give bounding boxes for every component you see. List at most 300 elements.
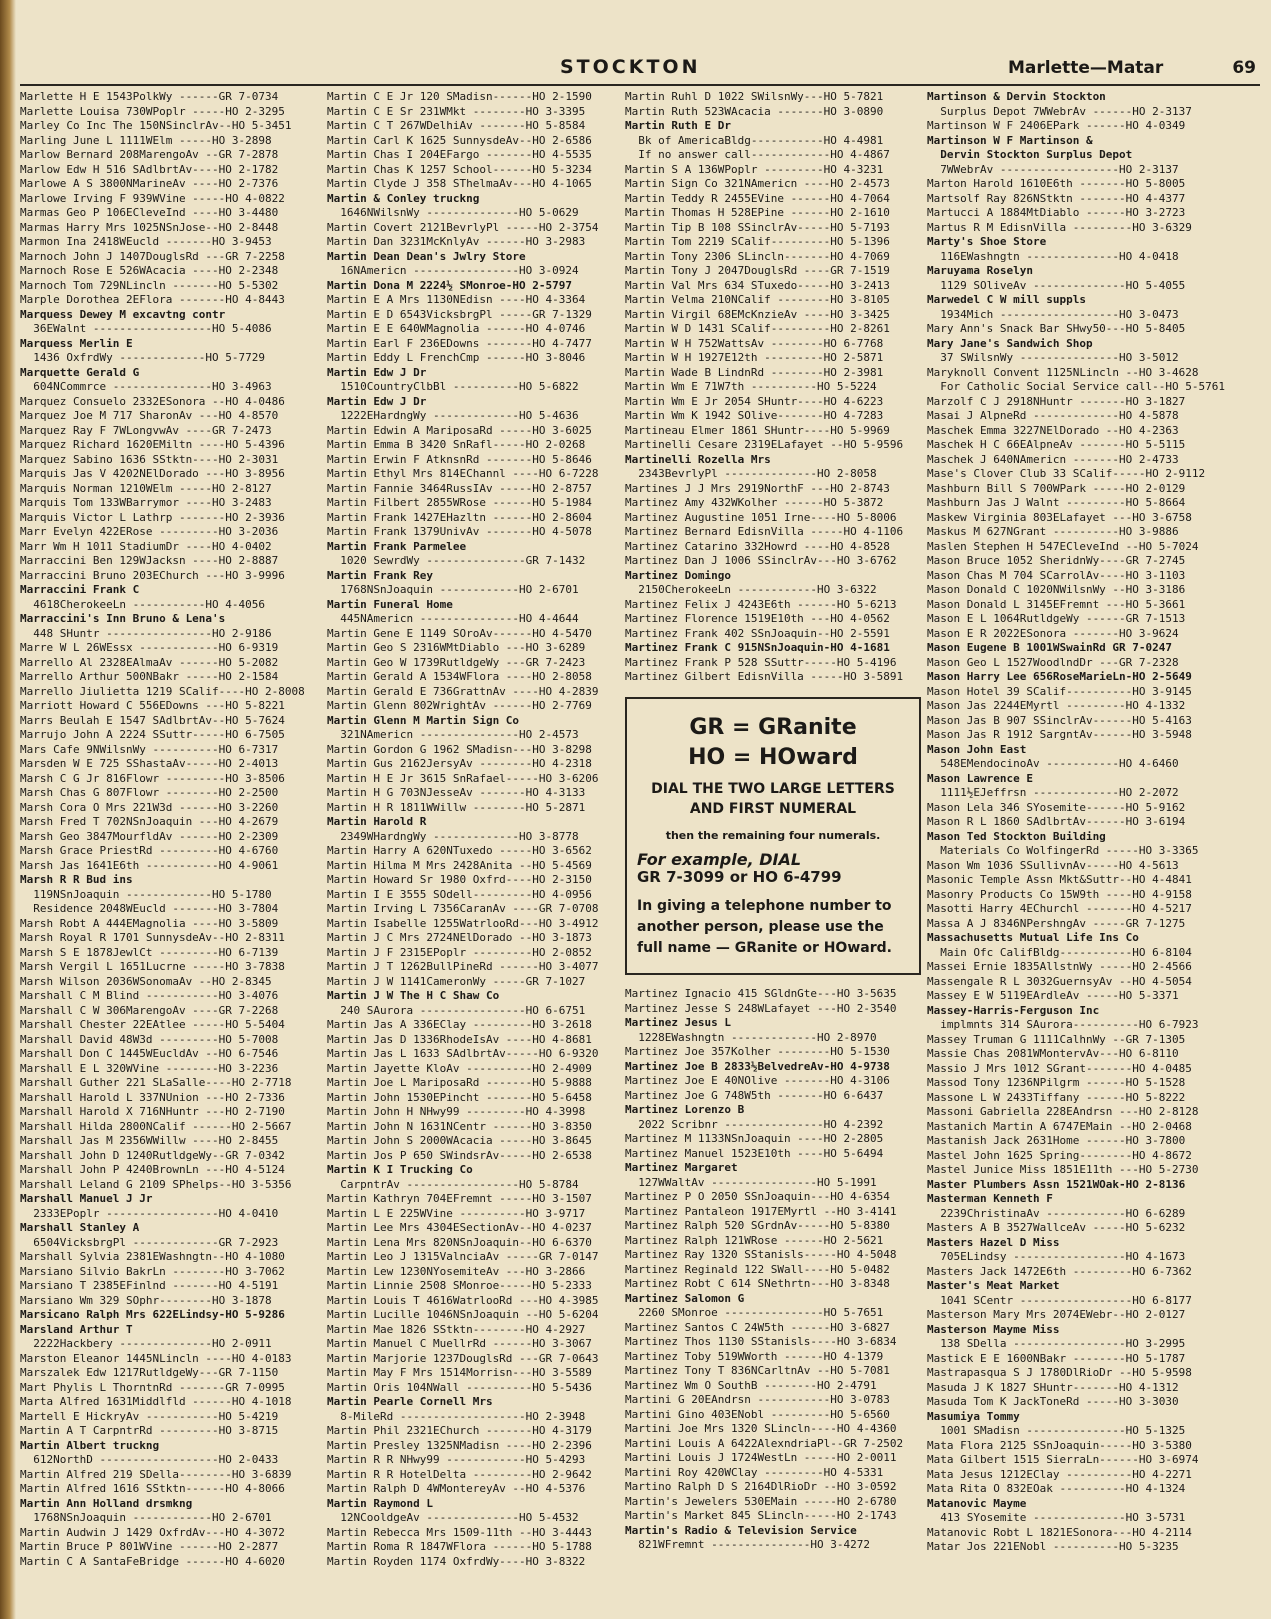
- listing-entry: Martinez Margaret: [625, 1161, 738, 1174]
- listing-entry: Martin H R 1811WWillw --------HO 5-2871: [327, 800, 586, 814]
- listing-entry: Maruyama Roselyn: [927, 264, 1033, 277]
- listing-entry: 2222Hackbery --------------HO 2-0911: [20, 1337, 272, 1350]
- listing-entry: Mason Chas M 704 SCarrolAv----HO 3-1103: [927, 568, 1186, 582]
- listing-entry: Marquez Sabino 1636 SStktn----HO 2-3031: [20, 452, 279, 466]
- listing-entry: Martinez Florence 1519E10th ---HO 4-0562: [625, 612, 890, 625]
- listing-entry: Massey E W 5119EArdleAv -----HO 5-3371: [927, 989, 1179, 1002]
- listing-entry: Marmas Geo P 106ECleveInd ----HO 3-4480: [20, 206, 279, 219]
- listing-entry: Marlow Bernard 208MarengoAv --GR 7-2878: [20, 148, 279, 161]
- listing-entry: 612NorthD ------------------HO 2-0433: [20, 1453, 279, 1466]
- listing-entry: Materials Co WolfingerRd -----HO 3-3365: [927, 844, 1199, 857]
- listing-entry: Matanovic Robt L 1821ESonora---HO 4-2114: [927, 1525, 1192, 1539]
- listing-entry: 1129 SOliveAv --------------HO 5-4055: [927, 278, 1186, 292]
- listing-entry: Martin Dan 3231McKnlyAv ------HO 3-2983: [327, 235, 586, 248]
- listing-entry: CarpntrAv -----------------HO 5-8784: [327, 1177, 579, 1191]
- notice-example-numbers: GR 7-3099 or HO 6-4799: [637, 867, 842, 886]
- listing-entry: 1436 OxfrdWy -------------HO 5-7729: [20, 351, 266, 364]
- listing-entry: Martin E D 6543VicksbrgPl -----GR 7-1329: [327, 307, 592, 321]
- listing-entry: Martin Wade B LindnRd --------HO 2-3981: [625, 365, 884, 379]
- listing-entry: Maskus M 627NGrant ----------HO 3-9886: [927, 525, 1179, 538]
- listing-entry: Marrujo John A 2224 SSuttr-----HO 6-7505: [20, 728, 285, 741]
- listing-entry: Martin H G 703NJesseAv -------HO 4-3133: [327, 786, 586, 799]
- listing-entry: 548EMendocinoAv -----------HO 4-6460: [927, 757, 1179, 770]
- listing-entry: Masonic Temple Assn Mkt&Suttr--HO 4-4841: [927, 873, 1192, 886]
- listing-entry: Martin Wm K 1942 SOlive-------HO 4-7283: [625, 409, 884, 422]
- listing-entry: Marsland Arthur T: [20, 1322, 133, 1336]
- listing-entry: Martin John H NHwy99 ---------HO 4-3998: [327, 1105, 586, 1118]
- listing-entry: Martin Ann Holland drsmkng: [20, 1496, 193, 1510]
- listing-entry: Martin Irving L 7356CaranAv ----GR 7-0708: [327, 902, 599, 915]
- listing-entry: Martin Virgil 68EMcKnzieAv ----HO 3-3425: [625, 307, 890, 321]
- listing-entry: Martinez Dan J 1006 SSinclrAv---HO 3-6762: [625, 554, 897, 567]
- notice-advice: In giving a telephone number to another person, please use the full name — GRanite or HOward.: [637, 898, 892, 956]
- listing-entry: Masterman Kenneth F: [927, 1192, 1053, 1205]
- name-range-heading: Marlette—Matar: [1008, 58, 1164, 78]
- listing-entry: Martin Emma B 3420 SnRafl-----HO 2-0268: [327, 438, 586, 451]
- listing-entry: Martin Teddy R 2455EVine ------HO 4-7064: [625, 191, 890, 205]
- listing-entry: Marquez Consuelo 2332ESonora --HO 4-0486: [20, 394, 285, 408]
- listing-entry: Martin Gus 2162JersyAv --------HO 4-2318: [327, 757, 592, 770]
- listing-entry: Martinez Tony T 836NCarltnAv --HO 5-7081: [625, 1364, 890, 1377]
- listing-entry: Martinez Robt C 614 SNethrtn---HO 3-8348: [625, 1277, 890, 1290]
- listing-entry: Massod Tony 1236NPilgrm ------HO 5-1528: [927, 1076, 1186, 1089]
- listing-column-1: [20, 90, 320, 1610]
- listing-entry: Martin W D 1431 SCalif---------HO 2-8261: [625, 322, 890, 335]
- listing-entry: Martin Jas L 1633 SAdlbrtAv-----HO 6-9320: [327, 1047, 599, 1060]
- listing-entry: Martini G 20EAndrsn -----------HO 3-0783: [625, 1393, 890, 1406]
- listing-entry: Marnoch John J 1407DouglsRd ---GR 7-2258: [20, 249, 285, 263]
- listing-entry: 1768NSnJoaquin ------------HO 2-6701: [327, 583, 579, 596]
- listing-entry: Mastrapasqua S J 1780DlRioDr --HO 5-9598: [927, 1366, 1192, 1379]
- listing-entry: 36EWalnt ------------------HO 5-4086: [20, 322, 272, 335]
- listing-entry: 321NAmericn ---------------HO 2-4573: [327, 728, 579, 741]
- listing-entry: Martin J C Mrs 2724NElDorado --HO 3-1873: [327, 931, 592, 944]
- listing-entry: Martin K I Trucking Co: [327, 1163, 473, 1176]
- listing-entry: 2150CherokeeLn ------------HO 3-6322: [625, 583, 877, 596]
- listing-entry: Martin W H 752WattsAv --------HO 6-7768: [625, 336, 884, 350]
- listing-entry: Marrello Arthur 500NBakr -----HO 2-1584: [20, 670, 279, 683]
- listing-entry: Martin Rebecca Mrs 1509-11th --HO 3-4443: [327, 1525, 592, 1539]
- listing-entry: Marquis Tom 133WBarrymor ----HO 3-2483: [20, 496, 272, 509]
- listing-entry: Marr Evelyn 422ERose ---------HO 3-2036: [20, 525, 279, 538]
- listing-entry: 37 SWilsnWy ---------------HO 3-5012: [927, 351, 1179, 364]
- listing-entry: Martinez Joe G 748W5th -------HO 6-6437: [625, 1088, 884, 1102]
- listing-entry: Martsolf Ray 826NStktn -------HO 4-4377: [927, 191, 1186, 205]
- listing-entry: Marta Alfred 1631Middlfld ------HO 4-1018: [20, 1395, 292, 1408]
- listing-entry: Mason E R 2022ESonora -------HO 3-9624: [927, 626, 1179, 640]
- listing-entry: 1510CountryClbBl ----------HO 5-6822: [327, 380, 579, 393]
- listing-column-3: [625, 90, 925, 1610]
- listing-entry: Marraccini Bruno 203EChurch ---HO 3-9996: [20, 568, 285, 582]
- notice-remaining: then the remaining four numerals.: [665, 828, 881, 842]
- listing-entry: Marshall Sylvia 2381EWashngtn--HO 4-1080: [20, 1250, 285, 1263]
- listing-entry: Martin Hilma M Mrs 2428Anita --HO 5-4569: [327, 858, 592, 872]
- listing-entry: Martinez Frank C 915NSnJoaquin-HO 4-1681: [625, 641, 890, 654]
- listing-entry: Martin Joe L MariposaRd -------HO 5-9888: [327, 1076, 592, 1089]
- listing-entry: Masterson Mary Mrs 2074EWebr--HO 2-0127: [927, 1308, 1186, 1321]
- listing-entry: Martinez Domingo: [625, 568, 731, 582]
- listing-entry: Marsh Wilson 2036WSonomaAv --HO 2-8345: [20, 974, 272, 988]
- listing-entry: 821WFremnt ---------------HO 3-4272: [625, 1538, 871, 1551]
- listing-entry: Maslen Stephen H 547ECleveInd --HO 5-7024: [927, 539, 1199, 553]
- listing-entry: Martin Lucille 1046NSnJoaquin --HO 5-6204: [327, 1308, 599, 1321]
- listing-entry: Martin Pearle Cornell Mrs: [327, 1395, 493, 1408]
- notice-dial-instruction: DIAL THE TWO LARGE LETTERS AND FIRST NUMERAL: [651, 780, 895, 817]
- listing-entry: Martin Earl F 236EDowns -------HO 4-7477: [327, 336, 592, 350]
- listing-entry: Maschek H C 66EAlpneAv -------HO 5-5115: [927, 438, 1186, 451]
- listing-entry: Martin Gene E 1149 SOroAv------HO 4-5470: [327, 626, 592, 640]
- listing-entry: Martines J J Mrs 2919NorthF ---HO 2-8743: [625, 481, 890, 495]
- listing-entry: Martin Phil 2321EChurch -------HO 4-3179: [327, 1424, 592, 1437]
- listing-entry: Martin Tony J 2047DouglsRd ----GR 7-1519: [625, 264, 890, 277]
- listing-entry: Martin Gerald E 736GrattnAv ----HO 4-2839: [327, 684, 599, 698]
- listing-entry: 1001 SMadisn ---------------HO 5-1325: [927, 1424, 1186, 1437]
- listing-entry: Martin Fannie 3464RussIAv -----HO 2-8757: [327, 481, 592, 495]
- listing-entry: Marquis Norman 1210WElm -----HO 2-8127: [20, 481, 272, 495]
- listing-entry: Marlowe Irving F 939WVine -----HO 4-0822: [20, 191, 285, 205]
- listing-entry: Massei Ernie 1835AllstnWy -----HO 2-4566: [927, 960, 1192, 973]
- listing-entry: Marty's Shoe Store: [927, 235, 1047, 248]
- listing-entry: Mashburn Jas J Walnt ---------HO 5-8664: [927, 496, 1186, 509]
- listing-entry: Martin Tom 2219 SCalif---------HO 5-1396: [625, 235, 890, 248]
- listing-entry: Martinez Ignacio 415 SGldnGte---HO 3-5635: [625, 987, 897, 1000]
- listing-entry: Martin I E 3555 SOdell---------HO 4-0956: [327, 887, 592, 901]
- listing-entry: Martin Frank Parmelee: [327, 539, 467, 553]
- listing-entry: 127WWaltAv ----------------HO 5-1991: [625, 1175, 877, 1189]
- listing-entry: Martin Harold R: [327, 815, 427, 828]
- listing-entry: Marston Eleanor 1445NLincln ----HO 4-0183: [20, 1351, 292, 1365]
- listing-entry: Martinez Lorenzo B: [625, 1103, 745, 1116]
- listing-entry: Marquette Gerald G: [20, 365, 140, 379]
- listing-entry: Martin Chas I 204EFargo -------HO 4-5535: [327, 148, 592, 161]
- listing-entry: Marling June L 1111WElm -----HO 3-2898: [20, 133, 272, 147]
- listing-entry: 1222EHardngWy -------------HO 5-4636: [327, 409, 579, 422]
- listing-entry: Mastanish Jack 2631Home ------HO 3-7800: [927, 1134, 1186, 1147]
- listing-entry: Marley Co Inc The 150NSinclrAv--HO 5-3451: [20, 119, 292, 132]
- listing-entry: Martin Howard Sr 1980 Oxfrd----HO 2-3150: [327, 873, 592, 886]
- listing-entry: Martin Frank Rey: [327, 568, 433, 582]
- listing-entry: Martin Isabelle 1255WatrlooRd---HO 3-4912: [327, 916, 599, 930]
- listing-entry: Martin Glenn M Martin Sign Co: [327, 713, 520, 727]
- listing-entry: Martin Funeral Home: [327, 597, 453, 611]
- listing-entry: Martin Bruce P 801WVine ------HO 2-2877: [20, 1540, 279, 1553]
- listing-entry: Marr Wm H 1011 StadiumDr ----HO 4-0402: [20, 539, 272, 553]
- listing-entry: Marple Dorothea 2EFlora -------HO 4-8443: [20, 293, 285, 306]
- listing-entry: 2343BevrlyPl --------------HO 2-8058: [625, 467, 877, 480]
- listing-column-2: [327, 90, 627, 1610]
- listing-entry: Martin Sign Co 321NAmericn ----HO 2-4573: [625, 177, 890, 190]
- listing-entry: Mason Lela 346 SYosemite------HO 5-9162: [927, 800, 1186, 814]
- listing-entry: Marmas Harry Mrs 1025NSnJose--HO 2-8448: [20, 220, 279, 234]
- listing-entry: Bk of AmericaBldg-----------HO 4-4981: [625, 133, 884, 147]
- listing-entry: Martin Tony 2306 SLincln-------HO 4-7069: [625, 249, 890, 263]
- listing-entry: Martin Gerald A 1534WFlora ----HO 2-8058: [327, 670, 592, 683]
- listing-entry: Martinelli Rozella Mrs: [625, 452, 771, 466]
- listing-entry: Martin Marjorie 1237DouglsRd ---GR 7-0643: [327, 1351, 599, 1365]
- listing-entry: Martinez Santos C 24W5th ------HO 3-6827: [625, 1320, 890, 1334]
- listing-entry: Martus R M EdisnVilla ---------HO 3-6329: [927, 220, 1192, 234]
- listing-entry: Marshall David 48W3d ---------HO 5-7008: [20, 1032, 279, 1046]
- listing-entry: Masters A B 3527WallceAv -----HO 5-6232: [927, 1221, 1186, 1234]
- listing-entry: Martin & Conley truckng: [327, 191, 480, 205]
- listing-entry: Martin Clyde J 358 SThelmaAv---HO 4-1065: [327, 177, 592, 190]
- listing-entry: Masterson Mayme Miss: [927, 1322, 1060, 1336]
- listing-entry: Mason Jas R 1912 SargntAv------HO 3-5948: [927, 728, 1192, 741]
- listing-entry: 16NAmericn ----------------HO 3-0924: [327, 264, 579, 277]
- listing-entry: Mashburn Bill S 700WPark -----HO 2-0129: [927, 481, 1186, 495]
- listing-entry: Mata Jesus 1212EClay ----------HO 4-2271: [927, 1467, 1192, 1481]
- listing-entry: Martin Lena Mrs 820NSnJoaquin--HO 6-6370: [327, 1235, 592, 1249]
- listing-entry: Main Ofc CalifBldg-----------HO 6-8104: [927, 945, 1192, 959]
- listing-entry: 12NCooldgeAv --------------HO 5-4532: [327, 1511, 579, 1524]
- listing-entry: Martini Gino 403ENobl ---------HO 5-6560: [625, 1407, 890, 1421]
- listing-entry: 119NSnJoaquin -------------HO 5-1780: [20, 887, 272, 901]
- listing-entry: Martin Carl K 1625 SunnysdeAv--HO 2-6586: [327, 133, 592, 147]
- listing-entry: Dervin Stockton Surplus Depot: [927, 148, 1133, 161]
- listing-entry: Masumiya Tommy: [927, 1409, 1020, 1423]
- listing-entry: Maskew Virginia 803ELafayet ---HO 3-6758: [927, 510, 1192, 524]
- listing-entry: implmnts 314 SAurora----------HO 6-7923: [927, 1018, 1199, 1031]
- listing-entry: Marraccini Frank C: [20, 583, 140, 596]
- listing-entry: Mary Ann's Snack Bar SHwy50---HO 5-8405: [927, 322, 1186, 335]
- listing-entry: Residence 2048WEucld -------HO 3-7804: [20, 902, 279, 915]
- dialing-notice-box: [625, 697, 921, 976]
- listing-entry: Martell E HickryAv -----------HO 5-4219: [20, 1409, 279, 1423]
- listing-entry: Martin Gordon G 1962 SMadisn---HO 3-8298: [327, 742, 592, 756]
- page-header: [20, 52, 1260, 84]
- listing-entry: Martin Thomas H 528EPine ------HO 2-1610: [625, 206, 890, 219]
- listing-entry: Marsiano Silvio BakrLn --------HO 3-7062: [20, 1264, 285, 1278]
- listing-entry: Martinez Jesus L: [625, 1016, 731, 1029]
- listing-entry: Marlow Edw H 516 SAdlbrtAv----HO 2-1782: [20, 162, 279, 176]
- listing-entry: If no answer call------------HO 4-4867: [625, 148, 890, 161]
- listing-entry: Martin C T 267WDelhiAv -------HO 5-8584: [327, 119, 586, 132]
- listing-entry: Mastanich Martin A 6747EMain --HO 2-0468: [927, 1119, 1192, 1133]
- listing-entry: Martin Ruth E Dr: [625, 119, 731, 132]
- listing-entry: Marquis Jas V 4202NElDorado ---HO 3-8956: [20, 467, 285, 480]
- listing-entry: Martin W H 1927E12th ---------HO 2-5871: [625, 351, 884, 364]
- listing-entry: Martin Edw J Dr: [327, 394, 427, 408]
- listing-entry: Martin Tip B 108 SSinclrAv-----HO 5-7193: [625, 220, 890, 234]
- listing-entry: Martin S A 136WPoplr ---------HO 4-3231: [625, 162, 884, 176]
- listing-entry: Mata Gilbert 1515 SierraLn------HO 3-6974: [927, 1453, 1199, 1466]
- listing-entry: Martin C A SantaFeBridge ------HO 4-6020: [20, 1554, 285, 1568]
- listing-entry: Martin Covert 2121BevrlyPl -----HO 2-3754: [327, 220, 599, 234]
- listing-entry: Mase's Clover Club 33 SCalif-----HO 2-9112: [927, 467, 1206, 480]
- listing-entry: Martinez Toby 519WWorth ------HO 4-1379: [625, 1349, 884, 1363]
- listing-entry: Martin Albert truckng: [20, 1438, 160, 1452]
- listing-entry: Martin R R HotelDelta ---------HO 2-9642: [327, 1467, 592, 1481]
- listing-entry: Marnoch Rose E 526WAcacia ----HO 2-2348: [20, 264, 279, 277]
- listing-entry: Martin Roma R 1847WFlora ------HO 5-1788: [327, 1540, 592, 1553]
- listing-entry: Martin Geo S 2316WMtDiablo ---HO 3-6289: [327, 641, 586, 654]
- listing-entry: Martinez Ralph 121WRose ------HO 2-5621: [625, 1233, 884, 1247]
- listing-entry: Mason Donald L 3145EFremnt ---HO 5-3661: [927, 597, 1186, 611]
- listing-entry: Martinez M 1133NSnJoaquin ----HO 2-2805: [625, 1132, 884, 1145]
- listing-entry: Martin C E Jr 120 SMadisn------HO 2-1590: [327, 90, 592, 103]
- listing-entry: Marsh Chas G 807Flowr --------HO 2-2500: [20, 786, 279, 799]
- city-heading: STOCKTON: [560, 56, 701, 78]
- listing-entry: Martinez Thos 1130 SStanisls----HO 3-6834: [625, 1335, 897, 1348]
- listing-entry: Marraccini's Inn Bruno & Lena's: [20, 612, 226, 625]
- listing-entry: Martin R R NHwy99 ------------HO 5-4293: [327, 1453, 586, 1466]
- listing-entry: Mason Jas 2244EMyrtl ---------HO 4-1332: [927, 699, 1186, 712]
- listing-entry: 445NAmericn ---------------HO 4-4644: [327, 612, 579, 625]
- listing-entry: Marshall Leland G 2109 SPhelps--HO 3-5356: [20, 1177, 292, 1191]
- listing-entry: Marlette H E 1543PolkWy ------GR 7-0734: [20, 90, 279, 103]
- listing-entry: Massone L W 2433Tiffany ------HO 5-8222: [927, 1090, 1186, 1104]
- listing-entry: Mata Flora 2125 SSnJoaquin-----HO 3-5380: [927, 1438, 1192, 1452]
- listing-entry: Martin Jayette KloAv ----------HO 2-4909: [327, 1061, 592, 1075]
- listing-entry: Marquess Merlin E: [20, 336, 133, 350]
- listing-entry: Martinez Pantaleon 1917EMyrtl --HO 3-4141: [625, 1204, 897, 1218]
- listing-entry: Martin John 1530EPincht -------HO 5-6458: [327, 1090, 592, 1104]
- listing-entry: Masters Hazel D Miss: [927, 1235, 1060, 1249]
- listing-entry: Marquez Joe M 717 SharonAv ---HO 4-8570: [20, 409, 279, 422]
- listing-entry: Martin Jos P 650 SWindsrAv-----HO 2-6538: [327, 1148, 592, 1162]
- listing-entry: Massoni Gabriella 228EAndrsn ---HO 2-8128: [927, 1105, 1199, 1118]
- notice-granite: GR = GRanite: [689, 714, 857, 740]
- listing-entry: Martino Ralph D S 2164DlRioDr --HO 3-0592: [625, 1480, 897, 1493]
- listing-entry: 2333EPoplr -----------------HO 4-0410: [20, 1206, 279, 1220]
- listing-entry: Martinson W F Martinson &: [927, 133, 1093, 147]
- listing-entry: Martinez Amy 432WKolher ------HO 5-3872: [625, 496, 884, 509]
- listing-entry: Martin E A Mrs 1130NEdisn ----HO 4-3364: [327, 293, 586, 306]
- listing-entry: Marriott Howard C 556EDowns ---HO 5-8221: [20, 699, 285, 712]
- listing-entry: Martin Mae 1826 SStktn--------HO 4-2927: [327, 1322, 586, 1336]
- listing-entry: Martin Alfred 219 SDella--------HO 3-6839: [20, 1467, 292, 1481]
- listing-entry: Marshall Jas M 2356WWillw ----HO 2-8455: [20, 1134, 279, 1147]
- listing-entry: Mason John East: [927, 742, 1027, 756]
- listing-entry: Martin Geo W 1739RutldgeWy ---GR 7-2423: [327, 655, 586, 669]
- listing-entry: Marsiano Wm 329 SOphr--------HO 3-1878: [20, 1293, 272, 1307]
- listing-entry: Martinson W F 2406EPark ------HO 4-0349: [927, 119, 1186, 132]
- listing-entry: Martin Lee Mrs 4304ESectionAv--HO 4-0237: [327, 1221, 592, 1234]
- listing-entry: Marshall Don C 1445WEucldAv --HO 6-7546: [20, 1047, 279, 1060]
- listing-entry: Marshall C M Blind -----------HO 3-4076: [20, 989, 279, 1002]
- listing-entry: Marsicano Ralph Mrs 622ELindsy-HO 5-9286: [20, 1308, 285, 1321]
- listing-entry: 2349WHardngWy -------------HO 3-8778: [327, 829, 579, 843]
- listing-entry: Marshall Manuel J Jr: [20, 1192, 153, 1205]
- listing-entry: Martinez Catarino 332Howrd ----HO 4-8528: [625, 539, 890, 553]
- listing-entry: Mastel Junice Miss 1851E11th ---HO 5-2730: [927, 1163, 1199, 1176]
- listing-entry: Marsh Vergil L 1651Lucrne -----HO 3-7838: [20, 960, 285, 973]
- listing-entry: 1934Mich ------------------HO 3-0473: [927, 307, 1179, 321]
- listing-entry: 604NCommrce ---------------HO 3-4963: [20, 380, 272, 393]
- listing-entry: Mason Eugene B 1001WSwainRd GR 7-0247: [927, 641, 1173, 654]
- listing-entry: Maschek Emma 3227NElDorado --HO 4-2363: [927, 423, 1179, 437]
- listing-entry: 413 SYosemite --------------HO 3-5731: [927, 1511, 1186, 1524]
- listing-entry: Martinez Ralph 520 SGrdnAv-----HO 5-8380: [625, 1219, 890, 1232]
- listing-entry: Martinez Joe 357Kolher --------HO 5-1530: [625, 1045, 890, 1058]
- listing-entry: Martin John N 1631NCentr ------HO 3-8350: [327, 1119, 592, 1133]
- listing-entry: Martin John S 2000WAcacia -----HO 3-8645: [327, 1134, 592, 1147]
- listing-entry: Masuda Tom K JackToneRd -----HO 3-3030: [927, 1395, 1179, 1408]
- listing-entry: Martineau Elmer 1861 SHuntr----HO 5-9969: [625, 423, 890, 437]
- listing-entry: Martini Louis A 6422AlexndriaPl--GR 7-2502: [625, 1436, 904, 1450]
- listing-entry: 8-MileRd -------------------HO 2-3948: [327, 1409, 586, 1423]
- listing-entry: Mason Geo L 1527WoodlndDr ---GR 7-2328: [927, 655, 1179, 669]
- listing-entry: Martin Kathryn 704EFremnt -----HO 3-1507: [327, 1192, 592, 1205]
- listing-entry: Martini Joe Mrs 1320 SLincln----HO 4-4360: [625, 1422, 897, 1435]
- listing-entry: Martin Ruth 523WAcacia -------HO 3-0890: [625, 104, 884, 118]
- header-rule: [20, 84, 1260, 86]
- listing-entry: Surplus Depot 7WWebrAv ------HO 2-3137: [927, 104, 1192, 118]
- listing-entry: Mason R L 1860 SAdlbrtAv------HO 3-6194: [927, 815, 1186, 828]
- page-spine: [0, 0, 16, 1619]
- listing-entry: Marrello Jiulietta 1219 SCalif----HO 2-8008: [20, 684, 305, 698]
- listing-entry: Martin Edwin A MariposaRd -----HO 3-6025: [327, 423, 592, 437]
- listing-entry: Master's Meat Market: [927, 1279, 1060, 1292]
- listing-entry: Massey-Harris-Ferguson Inc: [927, 1003, 1100, 1017]
- listing-columns: [20, 90, 1260, 1610]
- listing-entry: Marsh Royal R 1701 SunnysdeAv--HO 2-8311: [20, 931, 285, 944]
- listing-entry: Marshall Guther 221 SLaSalle----HO 2-7718: [20, 1076, 292, 1089]
- listing-entry: Martinez Joe B 2833½BelvedreAv-HO 4-9738: [625, 1059, 890, 1073]
- notice-howard: HO = HOward: [688, 744, 858, 770]
- listing-entry: 1768NSnJoaquin ------------HO 2-6701: [20, 1511, 272, 1524]
- listing-entry: Marshall John D 1240RutldgeWy--GR 7-0342: [20, 1148, 285, 1162]
- listing-entry: Mata Rita O 832EOak ----------HO 4-1324: [927, 1482, 1186, 1495]
- listing-entry: Martin A T CarpntrRd ---------HO 3-8715: [20, 1424, 279, 1437]
- listing-entry: Martinez P O 2050 SSnJoaquin---HO 4-6354: [625, 1190, 890, 1203]
- listing-entry: Marrello Al 2328EAlmaAv ------HO 5-2082: [20, 655, 279, 669]
- listing-entry: Mary Jane's Sandwich Shop: [927, 336, 1093, 350]
- listing-entry: Marlette Louisa 730WPoplr -----HO 2-3295: [20, 104, 285, 118]
- listing-entry: Marre W L 26WEssx ------------HO 6-9319: [20, 641, 279, 654]
- listing-entry: Marshall John P 4240BrownLn ---HO 4-5124: [20, 1163, 285, 1176]
- listing-entry: Masotti Harry 4EChurchl -------HO 4-5217: [927, 902, 1192, 915]
- column-3-upper-listings: [625, 90, 925, 685]
- listing-entry: 1646NWilsnWy --------------HO 5-0629: [327, 206, 579, 219]
- listing-entry: Martin Audwin J 1429 OxfrdAv---HO 4-3072: [20, 1525, 285, 1539]
- column-3-lower-listings: [625, 987, 925, 1553]
- listing-entry: 2260 SMonroe ---------------HO 5-7651: [625, 1306, 884, 1319]
- listing-entry: Martinson & Dervin Stockton: [927, 90, 1106, 103]
- listing-entry: Martin Dona M 2224½ SMonroe-HO 2-5797: [327, 278, 573, 292]
- listing-entry: Mason Wm 1036 SSullivnAv-----HO 4-5613: [927, 858, 1179, 872]
- listing-entry: Mart Phylis L ThorntnRd -------GR 7-0995: [20, 1380, 285, 1394]
- listing-entry: Mason Hotel 39 SCalif----------HO 3-9145: [927, 684, 1192, 698]
- listing-entry: Martinez Ray 1320 SStanisls-----HO 4-5048: [625, 1248, 897, 1261]
- listing-entry: 240 SAurora ----------------HO 6-6751: [327, 1003, 586, 1017]
- listing-entry: Martin Velma 210NCalif --------HO 3-8105: [625, 293, 890, 306]
- listing-entry: Marquez Ray F 7WLongvwAv ----GR 7-2473: [20, 423, 272, 437]
- listing-entry: Martinez Gilbert EdisnVilla -----HO 3-5891: [625, 670, 904, 683]
- listing-entry: Martin Wm E 71W7th ----------HO 5-5224: [625, 380, 877, 393]
- listing-entry: Marsh Jas 1641E6th -----------HO 4-9061: [20, 858, 279, 872]
- listing-entry: Massengale R L 3032GuernsyAv --HO 4-5054: [927, 974, 1192, 988]
- listing-entry: Mastick E E 1600NBakr --------HO 5-1787: [927, 1351, 1186, 1365]
- listing-entry: Martinez Jesse S 248WLafayet ---HO 2-3540: [625, 1001, 897, 1015]
- listing-entry: Martin Erwin F AtknsnRd -------HO 5-8646: [327, 452, 592, 466]
- listing-entry: Marsh Robt A 444EMagnolia ----HO 3-5809: [20, 916, 279, 930]
- listing-entry: Marton Harold 1610E6th -------HO 5-8005: [927, 177, 1186, 190]
- listing-entry: Marlowe A S 3800NMarineAv ----HO 2-7376: [20, 177, 279, 190]
- listing-entry: Martin Ralph D 4WMontereyAv --HO 4-5376: [327, 1482, 586, 1495]
- listing-entry: 116EWashngtn --------------HO 4-0418: [927, 249, 1179, 263]
- listing-entry: Masai J AlpneRd -------------HO 4-5878: [927, 409, 1179, 422]
- listing-entry: Marsh S E 1878JewlCt ---------HO 6-7139: [20, 945, 279, 959]
- listing-entry: Mason Donald C 1020NWilsnWy --HO 3-3186: [927, 583, 1186, 596]
- listing-entry: Marsh Geo 3847MourfldAv ------HO 2-2309: [20, 829, 279, 843]
- listing-entry: Martin Alfred 1616 SStktn------HO 4-8066: [20, 1482, 285, 1495]
- listing-entry: Massachusetts Mutual Life Ins Co: [927, 931, 1139, 944]
- listing-entry: 2239ChristinaAv ------------HO 6-6289: [927, 1206, 1186, 1220]
- listing-entry: 1111½EJeffrsn -------------HO 2-2072: [927, 786, 1179, 799]
- listing-entry: Martin Frank 1427EHazltn ------HO 2-8604: [327, 510, 592, 524]
- listing-entry: Mason Harry Lee 656RoseMarieLn-HO 2-5649: [927, 670, 1192, 683]
